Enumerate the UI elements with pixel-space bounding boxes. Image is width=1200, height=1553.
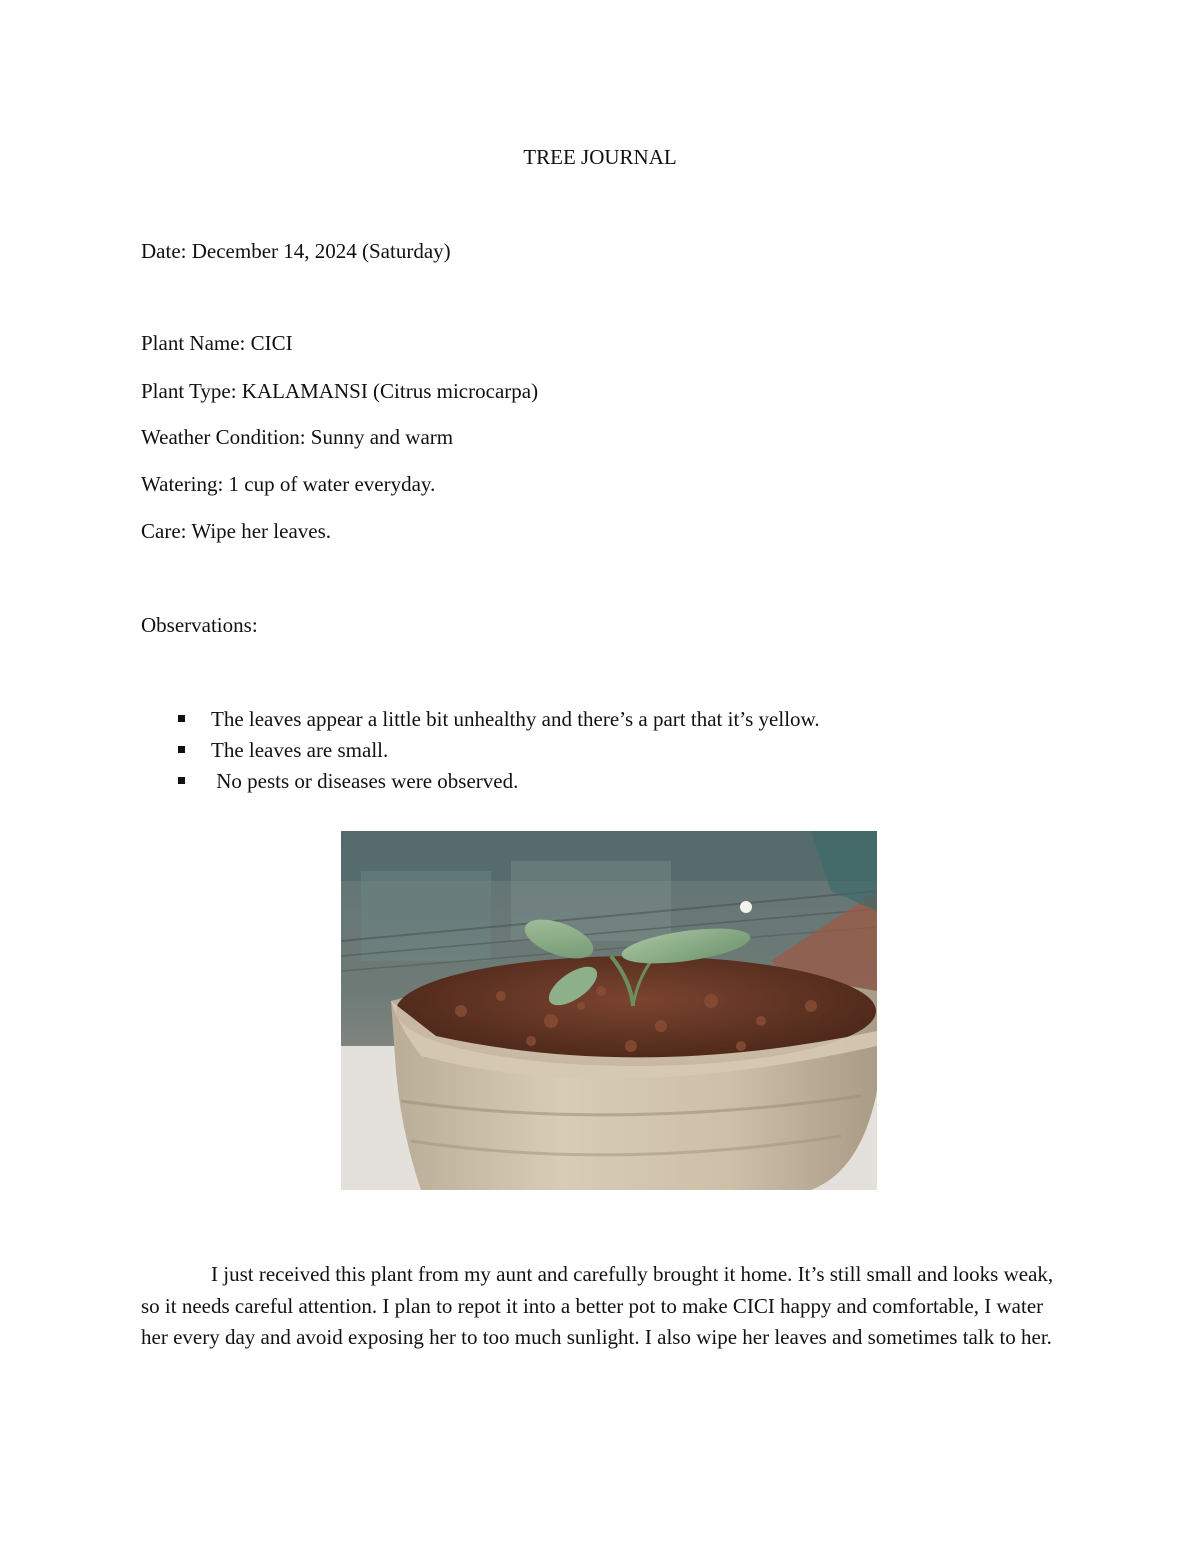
- observation-text: No pests or diseases were observed.: [211, 769, 519, 793]
- observation-text: The leaves appear a little bit unhealthy and there’s a part that it’s yellow.: [211, 707, 820, 731]
- care: Care: Wipe her leaves.: [141, 519, 332, 543]
- observations-list: [141, 704, 820, 797]
- journal-date: Date: December 14, 2024 (Saturday): [141, 239, 451, 263]
- list-item: [141, 704, 820, 735]
- square-bullet-icon: [178, 746, 185, 753]
- square-bullet-icon: [178, 715, 185, 722]
- observation-text: The leaves are small.: [211, 738, 389, 762]
- list-item: [141, 735, 820, 766]
- square-bullet-icon: [178, 777, 185, 784]
- plant-photo: [341, 831, 877, 1190]
- weather-condition: Weather Condition: Sunny and warm: [141, 425, 454, 449]
- journal-entry: I just received this plant from my aunt and carefully brought it home. It’s still small and looks weak, so it needs careful attention. I plan to repot it into a better pot to make CICI happy and comfortable, I water her every day and avoid exposing her to too much sunlight. I also wipe her leaves and sometimes talk to her.: [141, 1262, 1054, 1349]
- plant-name: Plant Name: CICI: [141, 331, 293, 355]
- watering: Watering: 1 cup of water everyday.: [141, 472, 436, 496]
- plant-type: Plant Type: KALAMANSI (Citrus microcarpa): [141, 379, 539, 403]
- page-title: TREE JOURNAL: [523, 145, 677, 169]
- observations-heading: Observations:: [141, 613, 258, 637]
- list-item: [141, 766, 820, 797]
